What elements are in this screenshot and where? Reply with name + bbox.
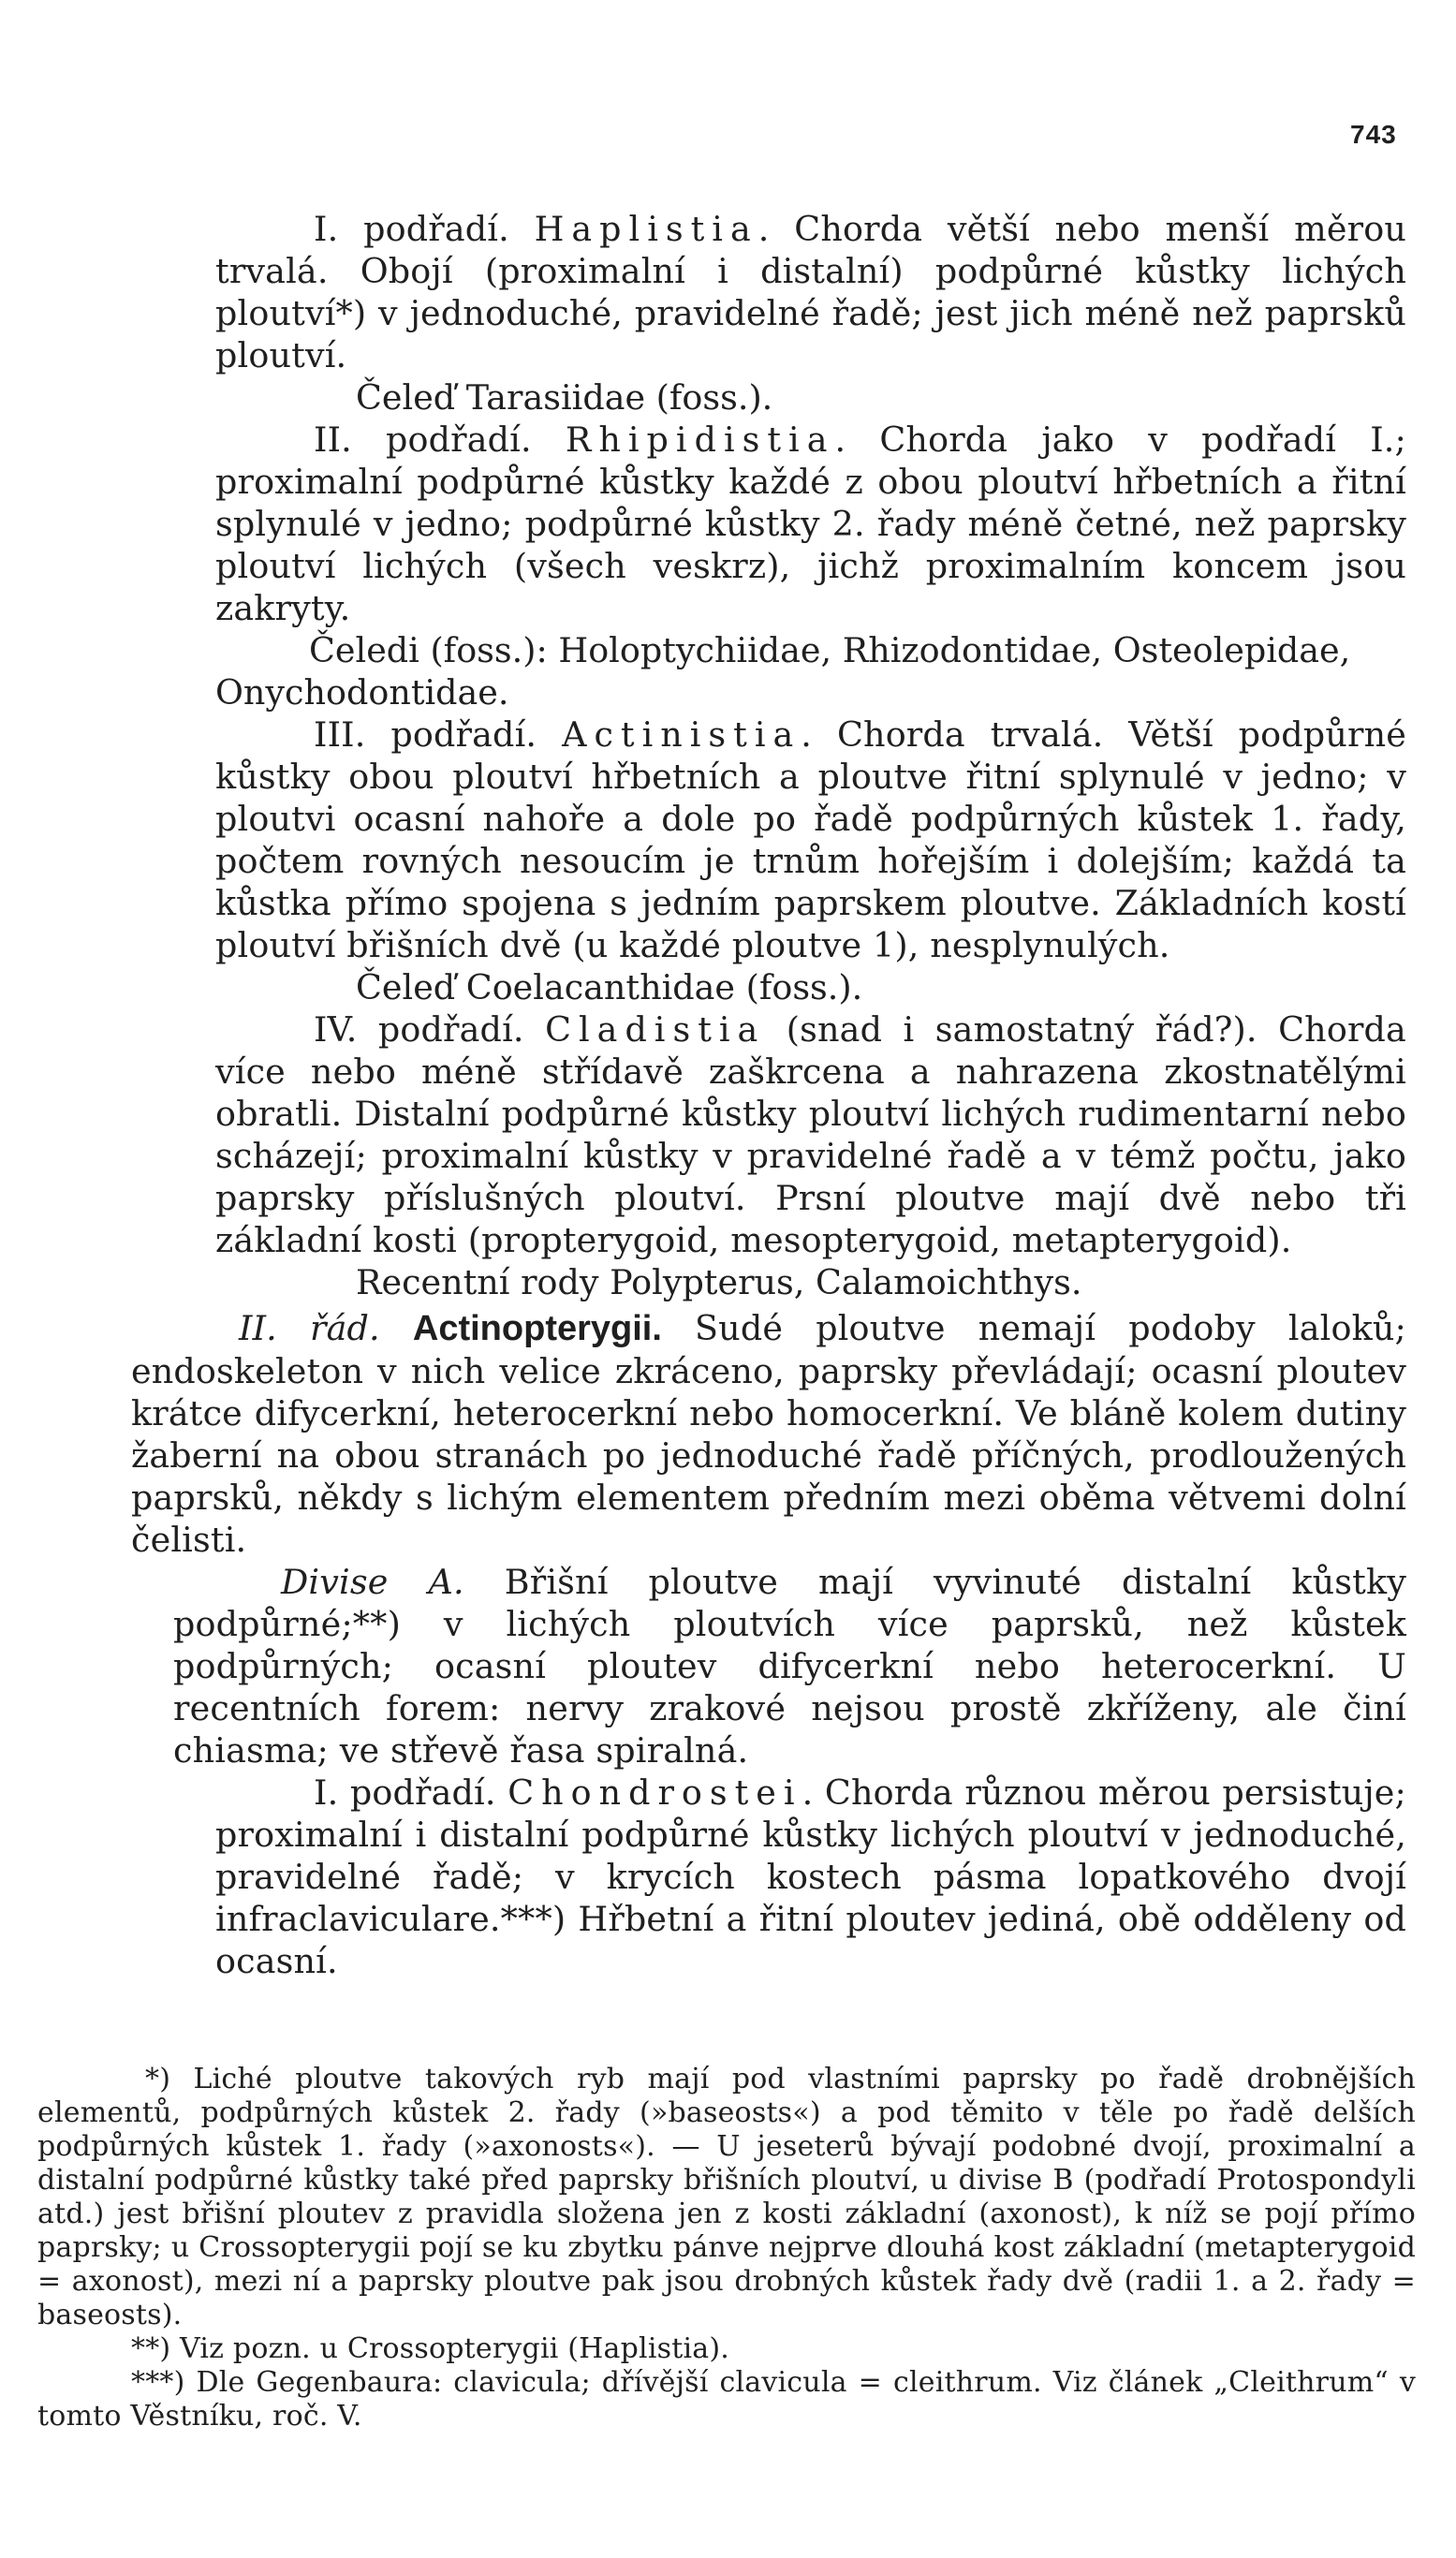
taxon-name: Actinopterygii. (412, 1309, 662, 1348)
paragraph-text: . Chorda jako v podřadí I.; proximalní podpůrné kůstky každé z obou ploutví hřbetních a řitní splynulé v jedno; podpůrné kůstky 2. řady méně četné, než paprsky ploutví lichých (všech veskrz), jichž proximalním koncem jsou zakryty. (215, 419, 1406, 628)
page-number: 743 (1350, 120, 1397, 149)
footnote-2: **) Viz pozn. u Crossopterygii (Haplistia). (131, 2332, 729, 2365)
order-label: II. řád. (239, 1308, 380, 1348)
paragraph-text: (snad i samostatný řád?). Chorda více nebo méně střídavě zaškrcena a nahrazena zkostnatělými obratli. Distalní podpůrné kůstky ploutví lichých rudimentarní nebo scházejí; proximalní kůstky v pravidelné řadě a v témž počtu, jako paprsky příslušných ploutví. Prsní ploutve mají dvě nebo tři základní kosti (propterygoid, mesopterygoid, metapterygoid). (215, 1009, 1406, 1260)
label: II. podřadí. (314, 419, 532, 460)
paragraph-haplistia (215, 208, 1406, 376)
paragraph-text: . Chorda různou měrou persistuje; proximalní i distalní podpůrné kůstky lichých ploutví v jednoduché, pravidelné řadě; v krycích kostech pásma lopatkového dvojí infraclaviculare.***) Hřbetní a řitní ploutev jediná, obě odděleny od ocasní. (215, 1772, 1407, 1981)
paragraph-actinopterygii (131, 1307, 1406, 1561)
taxon-name: Haplistia (534, 209, 758, 249)
family-line: Čeleď Coelacanthidae (foss.). (356, 967, 863, 1007)
label: I. podřadí. (314, 209, 509, 249)
main-text (131, 208, 1407, 1982)
footnotes (37, 2063, 1416, 2433)
family-line: Čeledi (foss.): Holoptychiidae, Rhizodontidae, Osteolepidae, Onychodontidae. (215, 630, 1351, 713)
paragraph-rhipidistia (215, 419, 1406, 629)
family-line: Čeleď Tarasiidae (foss.). (356, 377, 773, 418)
paragraph-cladistia (215, 1008, 1406, 1261)
footnote-3: ***) Dle Gegenbaura: clavicula; dřívější clavicula = cleithrum. Viz článek „Cleithrum“ v tomto Věstníku, roč. V. (37, 2366, 1416, 2433)
paragraph-text: . Chorda trvalá. Větší podpůrné kůstky obou ploutví hřbetních a ploutve řitní splynulé v jedno; v ploutvi ocasní nahoře a dole po řadě podpůrných kůstek 1. řady, počtem rovných nesoucím je trnům hořejším i dolejším; každá ta kůstka přímo spojena s jedním paprskem ploutve. Základních kostí ploutví břišních dvě (u každé ploutve 1), nesplynulých. (215, 714, 1406, 965)
family-line: Recentní rody Polypterus, Calamoichthys. (356, 1262, 1082, 1302)
paragraph-divise-a (173, 1561, 1406, 1771)
paragraph-text: . Chorda větší nebo menší měrou trvalá. Obojí (proximalní i distalní) podpůrné kůstky lichých ploutví*) v jednoduché, pravidelné řadě; jest jich méně než paprsků ploutví. (215, 209, 1406, 375)
paragraph-actinistia (215, 713, 1406, 966)
taxon-name: Chondrostei (507, 1772, 802, 1813)
taxon-name: Actinistia (562, 714, 802, 755)
label: I. podřadí. (314, 1772, 496, 1813)
paragraph-chondrostei (215, 1771, 1406, 1982)
footnote-1: *) Liché ploutve takových ryb mají pod vlastními paprsky po řadě drobnějších elementů, podpůrných kůstek 2. řady (»baseosts«) a pod těmito v těle po řadě delších podpůrných kůstek 1. řady (»axonosts«). — U jeseterů bývají podobné dvojí, proximalní a distalní podpůrné kůstky také před paprsky břišních ploutví, u divise B (podřadí Protospondyli atd.) jest břišní ploutev z pravidla složena jen z kosti základní (axonost), k níž se pojí přímo paprsky; u Crossopterygii pojí se ku zbytku pánve nejprve dlouhá kost základní (metapterygoid = axonost), mezi ní a paprsky ploutve pak jsou drobných kůstek řady dvě (radii 1. a 2. řady = baseosts). (37, 2063, 1416, 2331)
taxon-name: Cladistia (545, 1009, 766, 1050)
paragraph-text: Břišní ploutve mají vyvinuté distalní kůstky podpůrné;**) v lichých ploutvích více paprsků, než kůstek podpůrných; ocasní ploutev difycerkní nebo heterocerkní. U recentních forem: nervy zrakové nejsou prostě zkříženy, ale činí chiasma; ve střevě řasa spiralná. (173, 1562, 1406, 1771)
label: IV. podřadí. (314, 1009, 524, 1050)
division-label: Divise A. (281, 1562, 464, 1602)
label: III. podřadí. (314, 714, 537, 755)
paragraph-text: Sudé ploutve nemají podoby laloků; endoskeleton v nich velice zkráceno, paprsky převládají; ocasní ploutev krátce difycerkní, heterocerkní nebo homocerkní. Ve bláně kolem dutiny žaberní na obou stranách po jednoduché řadě příčných, prodloužených paprsků, někdy s lichým elementem předním mezi oběma větvemi dolní čelisti. (131, 1308, 1406, 1560)
taxon-name: Rhipidistia (565, 419, 835, 460)
